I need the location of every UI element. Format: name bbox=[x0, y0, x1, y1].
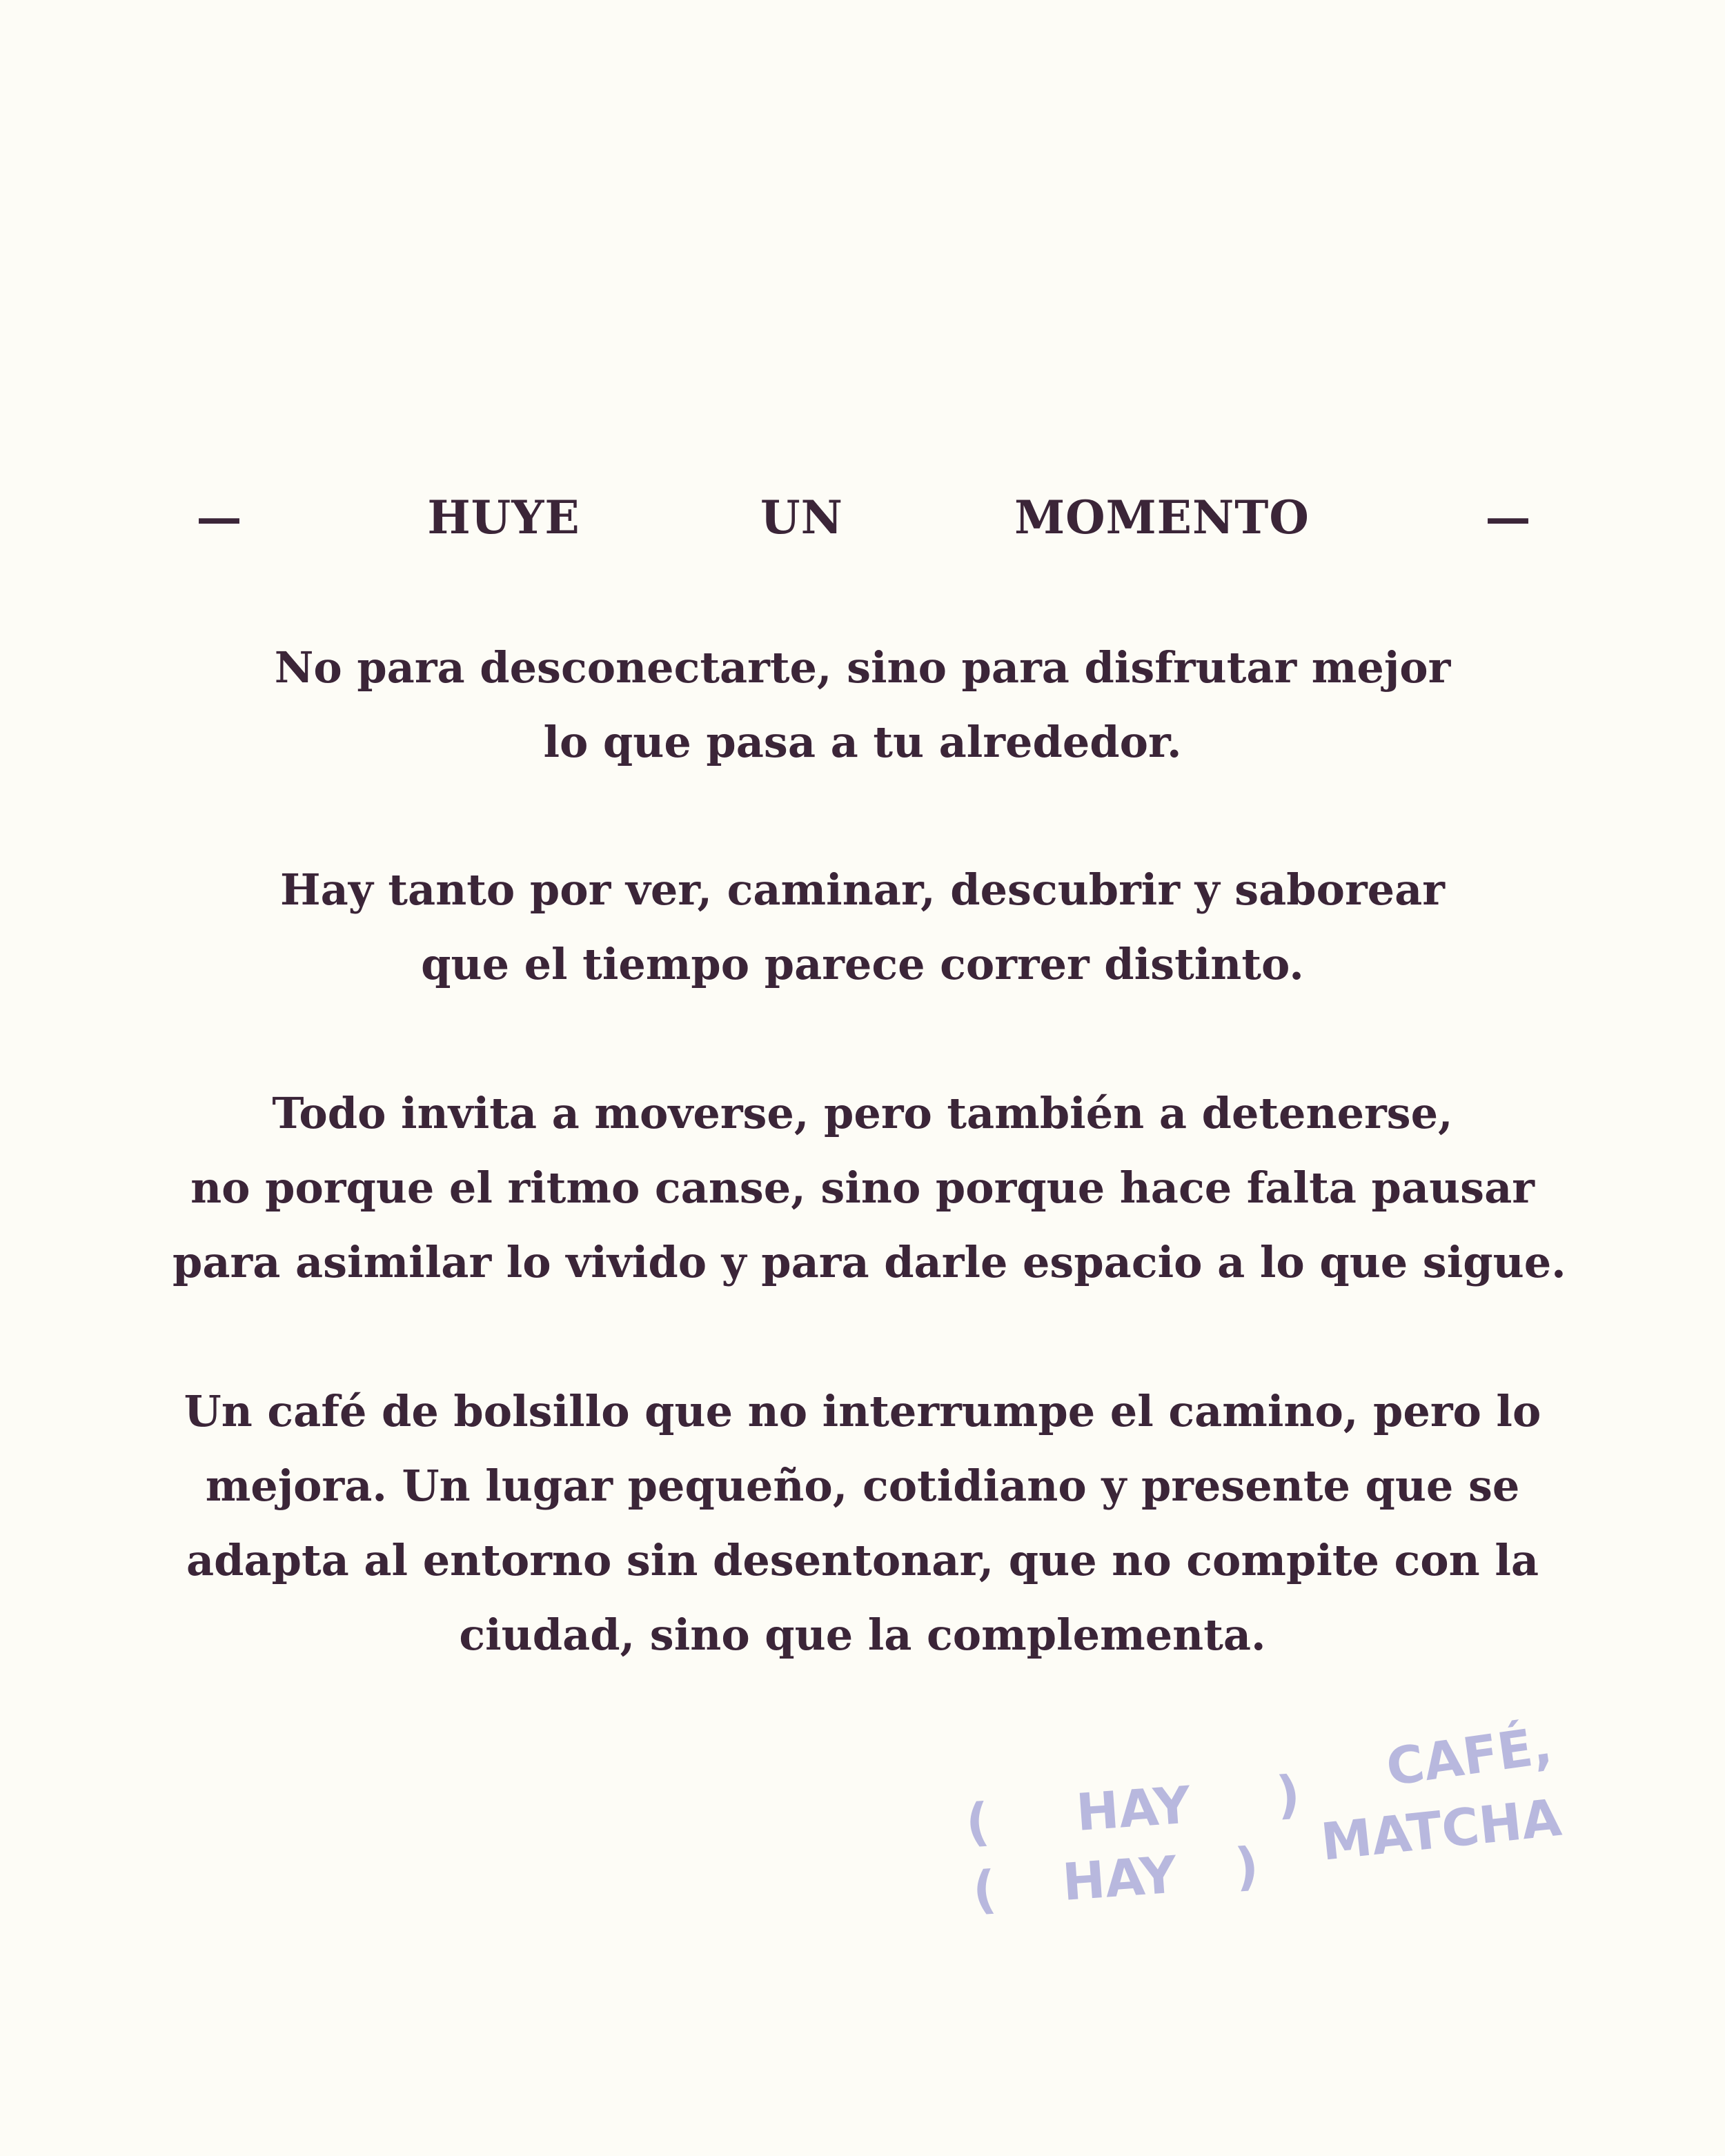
paragraph-line: Hay tanto por ver, caminar, descubrir y saborear bbox=[280, 864, 1445, 915]
stamp-open-paren-2: ( bbox=[971, 1859, 998, 1921]
stamp-word-hay-2: HAY bbox=[1061, 1845, 1179, 1912]
stamp-open-paren-1: ( bbox=[964, 1792, 992, 1853]
paragraph-1 bbox=[172, 631, 1552, 780]
paragraph-line: lo que pasa a tu alrededor. bbox=[543, 717, 1182, 767]
stamp-word-hay-1: HAY bbox=[1074, 1775, 1193, 1843]
heading-word-huye: HUYE bbox=[427, 491, 580, 544]
paragraph-2 bbox=[172, 853, 1552, 1002]
paragraph-4 bbox=[172, 1374, 1552, 1672]
paragraph-line: mejora. Un lugar pequeño, cotidiano y presente que se bbox=[205, 1461, 1520, 1511]
paragraph-line: Todo invita a moverse, pero también a detenerse, bbox=[272, 1088, 1453, 1138]
paragraph-line: ciudad, sino que la complementa. bbox=[459, 1610, 1266, 1660]
section-heading bbox=[0, 483, 1725, 552]
paragraph-line: Un café de bolsillo que no interrumpe el camino, pero lo bbox=[184, 1386, 1541, 1436]
paragraph-line: no porque el ritmo canse, sino porque hace falta pausar bbox=[190, 1163, 1535, 1213]
stamp-word-cafe: CAFÉ, bbox=[1383, 1715, 1556, 1798]
paragraph-line: adapta al entorno sin desentonar, que no compite con la bbox=[186, 1535, 1539, 1585]
heading-dash-left: — bbox=[196, 491, 243, 544]
stamp-word-matcha: MATCHA bbox=[1318, 1788, 1564, 1872]
stamp-close-paren-1: ) bbox=[1274, 1764, 1302, 1826]
heading-word-un: UN bbox=[760, 491, 843, 544]
heading-dash-right: — bbox=[1485, 491, 1532, 544]
heading-word-momento: MOMENTO bbox=[1014, 491, 1310, 544]
paragraph-3 bbox=[172, 1076, 1566, 1300]
stamp-close-paren-2: ) bbox=[1233, 1836, 1261, 1897]
paragraph-line: que el tiempo parece correr distinto. bbox=[421, 939, 1304, 989]
paragraph-line: para asimilar lo vivido y para darle espacio a lo que sigue. bbox=[172, 1237, 1566, 1287]
paragraph-line: No para desconectarte, sino para disfrutar mejor bbox=[274, 642, 1451, 693]
